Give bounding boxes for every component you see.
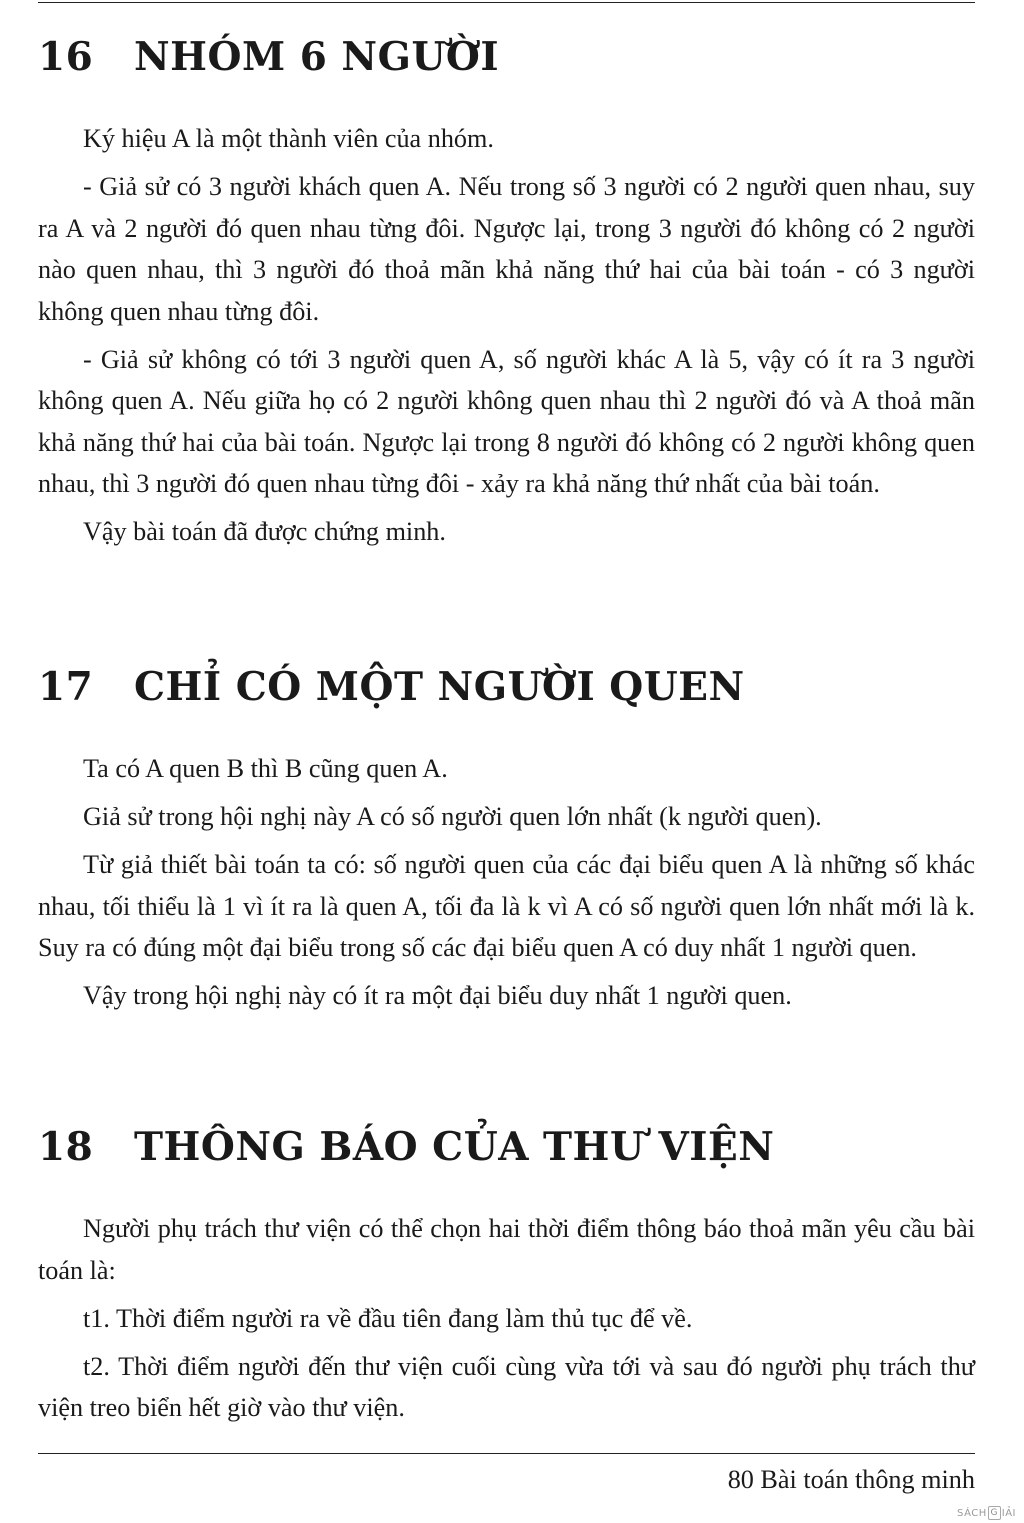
section-body bbox=[38, 748, 975, 1017]
paragraph: t1. Thời điểm người ra về đầu tiên đang làm thủ tục để về. bbox=[83, 1303, 693, 1333]
watermark-text-left: SÁCH bbox=[957, 1507, 987, 1519]
paragraph: - Giả sử không có tới 3 người quen A, số người khác A là 5, vậy có ít ra 3 người không quen A. Nếu giữa họ có 2 người không quen nhau thì 2 người đó và A thoả mãn khả năng thứ hai của bài toán. Ngược lại trong 8 người đó không có 2 người không quen nhau, thì 3 người đó quen nhau từng đôi - xảy ra khả năng thứ nhất của bài toán. bbox=[38, 344, 975, 498]
paragraph: Ta có A quen B thì B cũng quen A. bbox=[83, 754, 448, 783]
section-number: 18 bbox=[38, 1124, 94, 1170]
section-title: NHÓM 6 NGƯỜI bbox=[134, 34, 500, 80]
section-body bbox=[38, 118, 975, 553]
section-number: 17 bbox=[38, 664, 94, 710]
section-title: CHỈ CÓ MỘT NGƯỜI QUEN bbox=[134, 664, 745, 710]
watermark-box: G bbox=[988, 1506, 1001, 1520]
paragraph: Ký hiệu A là một thành viên của nhóm. bbox=[83, 124, 494, 153]
section-heading bbox=[38, 664, 975, 710]
watermark-logo bbox=[957, 1506, 1016, 1520]
footer-rule bbox=[38, 1453, 975, 1454]
section-heading bbox=[38, 34, 975, 80]
paragraph: Vậy bài toán đã được chứng minh. bbox=[83, 517, 446, 546]
section-17 bbox=[38, 664, 975, 1017]
paragraph: t2. Thời điểm người đến thư viện cuối cùng vừa tới và sau đó người phụ trách thư viện treo biển hết giờ vào thư viện. bbox=[38, 1351, 975, 1422]
top-rule bbox=[38, 2, 975, 3]
watermark-text-right: IẢI bbox=[1001, 1507, 1016, 1519]
section-16 bbox=[38, 34, 975, 553]
section-18 bbox=[38, 1124, 975, 1429]
paragraph: Vậy trong hội nghị này có ít ra một đại biểu duy nhất 1 người quen. bbox=[83, 981, 792, 1010]
paragraph: Từ giả thiết bài toán ta có: số người quen của các đại biểu quen A là những số khác nhau, tối thiểu là 1 vì ít ra là quen A, tối đa là k vì A có số người quen lớn nhất mới là k. Suy ra có đúng một đại biểu trong số các đại biểu quen A có duy nhất 1 người quen. bbox=[38, 850, 975, 962]
paragraph: Người phụ trách thư viện có thể chọn hai thời điểm thông báo thoả mãn yêu cầu bài toán là: bbox=[38, 1214, 975, 1285]
section-number: 16 bbox=[38, 34, 94, 80]
paragraph: - Giả sử có 3 người khách quen A. Nếu trong số 3 người có 2 người quen nhau, suy ra A và 2 người đó quen nhau từng đôi. Ngược lại, trong 3 người đó không có 2 người nào quen nhau, thì 3 người đó thoả mãn khả năng thứ hai của bài toán - có 3 người không quen nhau từng đôi. bbox=[38, 172, 975, 326]
running-footer: 80 Bài toán thông minh bbox=[727, 1465, 975, 1494]
section-title: THÔNG BÁO CỦA THƯ VIỆN bbox=[134, 1124, 775, 1170]
section-body bbox=[38, 1208, 975, 1429]
paragraph: Giả sử trong hội nghị này A có số người quen lớn nhất (k người quen). bbox=[83, 802, 822, 831]
section-heading bbox=[38, 1124, 975, 1170]
